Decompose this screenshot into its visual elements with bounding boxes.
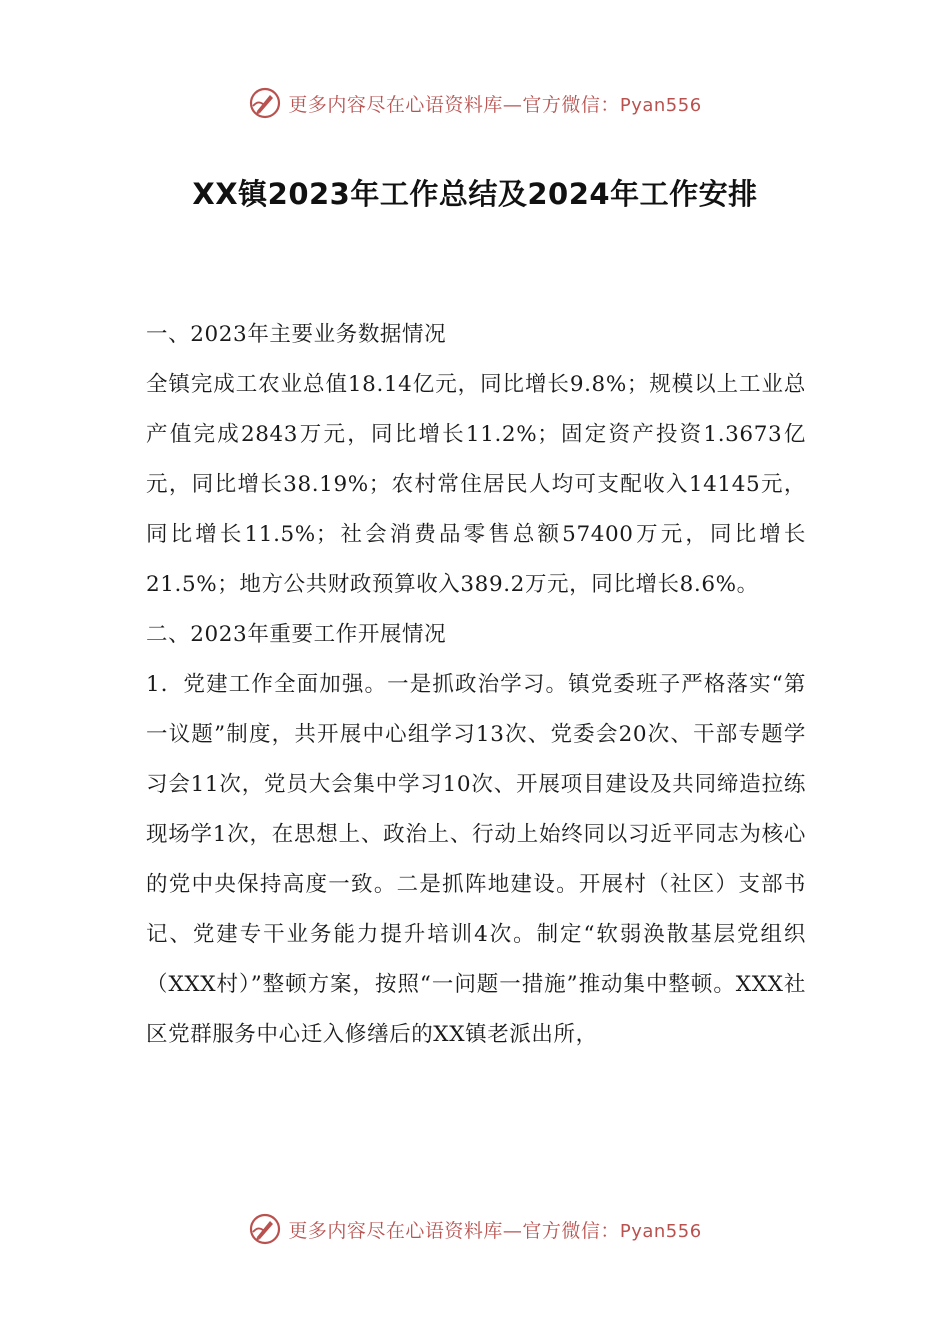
footer-watermark — [0, 1206, 950, 1252]
watermark-text: 更多内容尽在心语资料库—官方微信：Pyan556 — [288, 93, 702, 116]
pen-nib-circle-logo-icon — [248, 86, 282, 120]
watermark-text: 更多内容尽在心语资料库—官方微信：Pyan556 — [288, 1219, 702, 1242]
section2-paragraph: 1．党建工作全面加强。一是抓政治学习。镇党委班子严格落实“第一议题”制度，共开展中心组学习13次、党委会20次、干部专题学习会11次，党员大会集中学习10次、开展项目建设及共同缔造拉练现场学1次，在思想上、政治上、行动上始终同以习近平同志为核心的党中央保持高度一致。二是抓阵地建设。开展村（社区）支部书记、党建专干业务能力提升培训4次。制定“软弱涣散基层党组织（XXX村）”整顿方案，按照“一问题一措施”推动集中整顿。XXX社区党群服务中心迁入修缮后的XX镇老派出所， — [146, 672, 806, 1047]
watermark-wechat-id: Pyan556 — [619, 94, 702, 116]
section1-heading: 一、2023年主要业务数据情况 — [146, 322, 447, 347]
section1-paragraph: 全镇完成工农业总值18.14亿元，同比增长9.8%；规模以上工业总产值完成2843万元，同比增长11.2%；固定资产投资1.3673亿元，同比增长38.19%；农村常住居民人均可支配收入14145元，同比增长11.5%；社会消费品零售总额57400万元，同比增长21.5%；地方公共财政预算收入389.2万元，同比增长8.6%。 — [146, 372, 806, 597]
document-body — [146, 310, 806, 1060]
pen-nib-circle-logo-icon — [248, 1212, 282, 1246]
document-title: XX镇2023年工作总结及2024年工作安排 — [192, 177, 758, 211]
watermark-wechat-id: Pyan556 — [619, 1220, 702, 1242]
section2-heading: 二、2023年重要工作开展情况 — [146, 622, 447, 647]
header-watermark — [0, 80, 950, 126]
